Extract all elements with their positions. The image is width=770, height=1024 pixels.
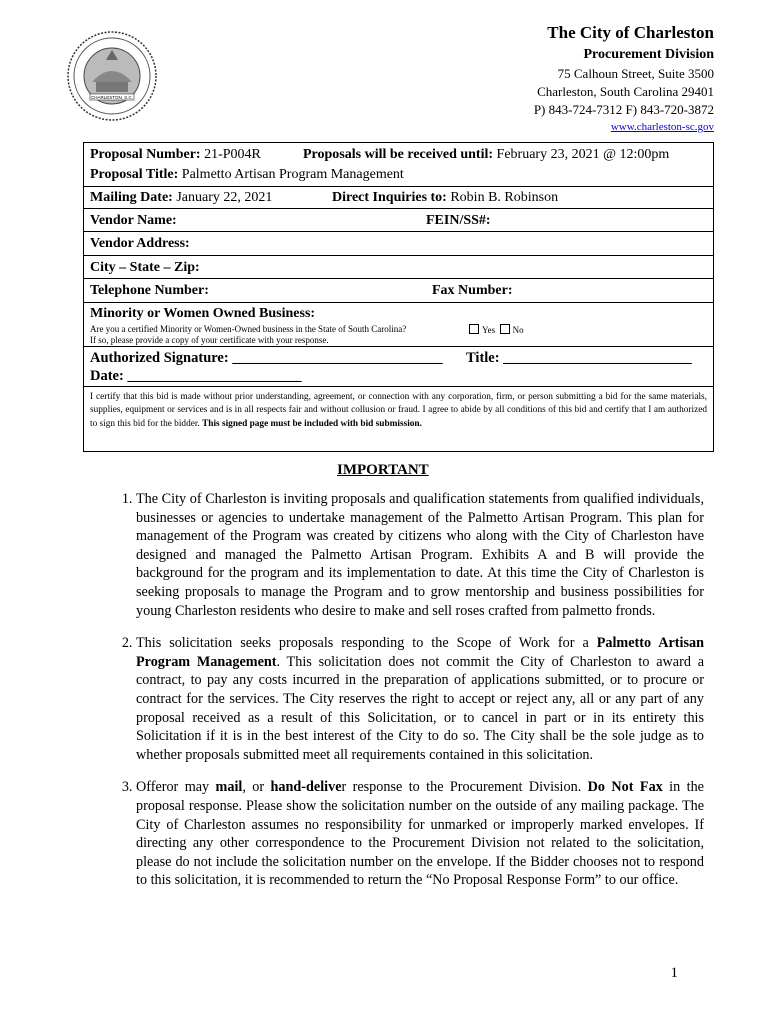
page-number: 1 (670, 965, 678, 981)
proposal-info-row (84, 143, 713, 187)
city-state-zip-row[interactable] (84, 256, 713, 279)
item-3-text-c: in the proposal response. Please show the solicitation number on the outside of any mailing package. The City of Charleston assumes no responsibility for unmarked or improperly marked envelopes. If directing any other correspondence to the Procurement Division not related to the solicitation, please do not include the solicitation number on the envelope. If the Bidder chooses not to respond to this solicitation, it is recommended to return the “No Proposal Response Form” to our office. (136, 779, 704, 889)
yes-checkbox[interactable] (469, 324, 479, 334)
address-line-2: Charleston, South Carolina 29401 (537, 84, 714, 99)
received-until-value: February 23, 2021 @ 12:00pm (496, 147, 670, 162)
mailing-date: January 22, 2021 (176, 190, 273, 205)
city-state-zip-label: City – State – Zip: (90, 260, 200, 275)
item-2-program-name: Palmetto Artisan Program Management (136, 635, 704, 670)
city-name: The City of Charleston (547, 23, 714, 42)
yes-label: Yes (482, 325, 496, 335)
seal-text: CHARLESTON, S.C. (91, 95, 133, 100)
letterhead (534, 22, 714, 135)
address-line-1: 75 Calhoun Street, Suite 3500 (557, 66, 714, 81)
important-heading: IMPORTANT (337, 462, 429, 478)
list-item (136, 634, 704, 764)
received-until-label: Proposals will be received until: (303, 147, 494, 162)
certification-row (84, 387, 713, 451)
item-3-text-a: Offeror may (136, 779, 216, 796)
list-item (136, 490, 704, 620)
minority-row (84, 303, 713, 347)
certification-text: I certify that this bid is made without prior understanding, agreement, or connection with any corporation, firm, or person submitting a bid for the same materials, supplies, equipment or services and is in all respects fair and without collusion or fraud. I agree to abide by all conditions of this bid and certify that I am authorized to sign this bid for the bidder. (90, 392, 707, 429)
phone-fax: P) 843-724-7312 F) 843-720-3872 (533, 102, 714, 117)
minority-certificate-note: If so, please provide a copy of your certificate with your response. (90, 335, 329, 345)
proposal-number: 21-P004R (204, 147, 261, 162)
important-list (112, 490, 704, 904)
mailing-row (84, 187, 713, 209)
proposal-title-label: Proposal Title: (90, 167, 179, 182)
inquiries-value: Robin B. Robinson (450, 190, 559, 205)
fein-label: FEIN/SS#: (426, 213, 491, 228)
certification-required-note: This signed page must be included with bid submission. (202, 418, 422, 429)
no-label: No (512, 325, 524, 335)
division-name: Procurement Division (583, 47, 714, 62)
fax-label: Fax Number: (432, 283, 513, 298)
proposal-title: Palmetto Artisan Program Management (181, 167, 404, 182)
signature-row (84, 347, 713, 387)
proposal-form (83, 142, 714, 452)
list-item (136, 778, 704, 890)
mailing-date-label: Mailing Date: (90, 190, 173, 205)
item-1-text: The City of Charleston is inviting proposals and qualification statements from qualified individuals, businesses or agencies to undertake management of the Palmetto Artisan Program. This plan for management of the Program was created by citizens who along with the City of Charleston have designed and managed the Palmetto Artisan Program. Exhibits A and B will provide the background for the program and its implementation to date. At this time the City of Charleston is seeking proposals to manage the Program and to grow mentorship and business possibilities for young Charleston residents who desire to make and sell roses crafted from palmetto fronds. (136, 491, 704, 619)
vendor-name-row[interactable] (84, 209, 713, 232)
minority-label: Minority or Women Owned Business: (90, 306, 316, 321)
yes-no-options (469, 324, 524, 336)
telephone-row[interactable] (84, 279, 713, 303)
proposal-number-label: Proposal Number: (90, 147, 201, 162)
item-3-mail: mail (215, 779, 243, 796)
item-2-text-a: This solicitation seeks proposals responding to the Scope of Work for a (136, 635, 597, 652)
item-2-text-b: . This solicitation does not commit the City of Charleston to award a contract, to pay any costs incurred in the preparation of applications submitted, or to procure or contract for the services. The City reserves the right to accept or reject any, all or any part of any proposal received as a result of this Solicitation, or to cancel in part or in its entirety this Solicitation if it is in the best interest of the City to do so. The City shall be the sole judge as to whether proposals submitted meet all requirements contained in this solicitation. (136, 653, 704, 763)
item-3-or: , or (242, 779, 271, 796)
signature-line[interactable]: Authorized Signature: _____________________________ (90, 350, 443, 366)
item-3-text-b: r response to the Procurement Division. (341, 779, 588, 796)
item-3-do-not-fax: Do Not Fax (587, 779, 663, 796)
vendor-address-label: Vendor Address: (90, 236, 190, 251)
vendor-address-row[interactable] (84, 232, 713, 256)
no-checkbox[interactable] (500, 324, 510, 334)
city-seal-logo (66, 30, 158, 122)
item-3-hand-deliver: hand-delive (270, 779, 342, 796)
inquiries-label: Direct Inquiries to: (332, 190, 447, 205)
telephone-label: Telephone Number: (90, 283, 209, 298)
date-line[interactable]: Date: ________________________ (90, 368, 302, 384)
title-line[interactable]: Title: __________________________ (466, 350, 692, 366)
minority-question: Are you a certified Minority or Women-Owned business in the State of South Carolina? (90, 324, 407, 334)
website-link[interactable]: www.charleston-sc.gov (610, 121, 714, 133)
vendor-name-label: Vendor Name: (90, 213, 177, 228)
